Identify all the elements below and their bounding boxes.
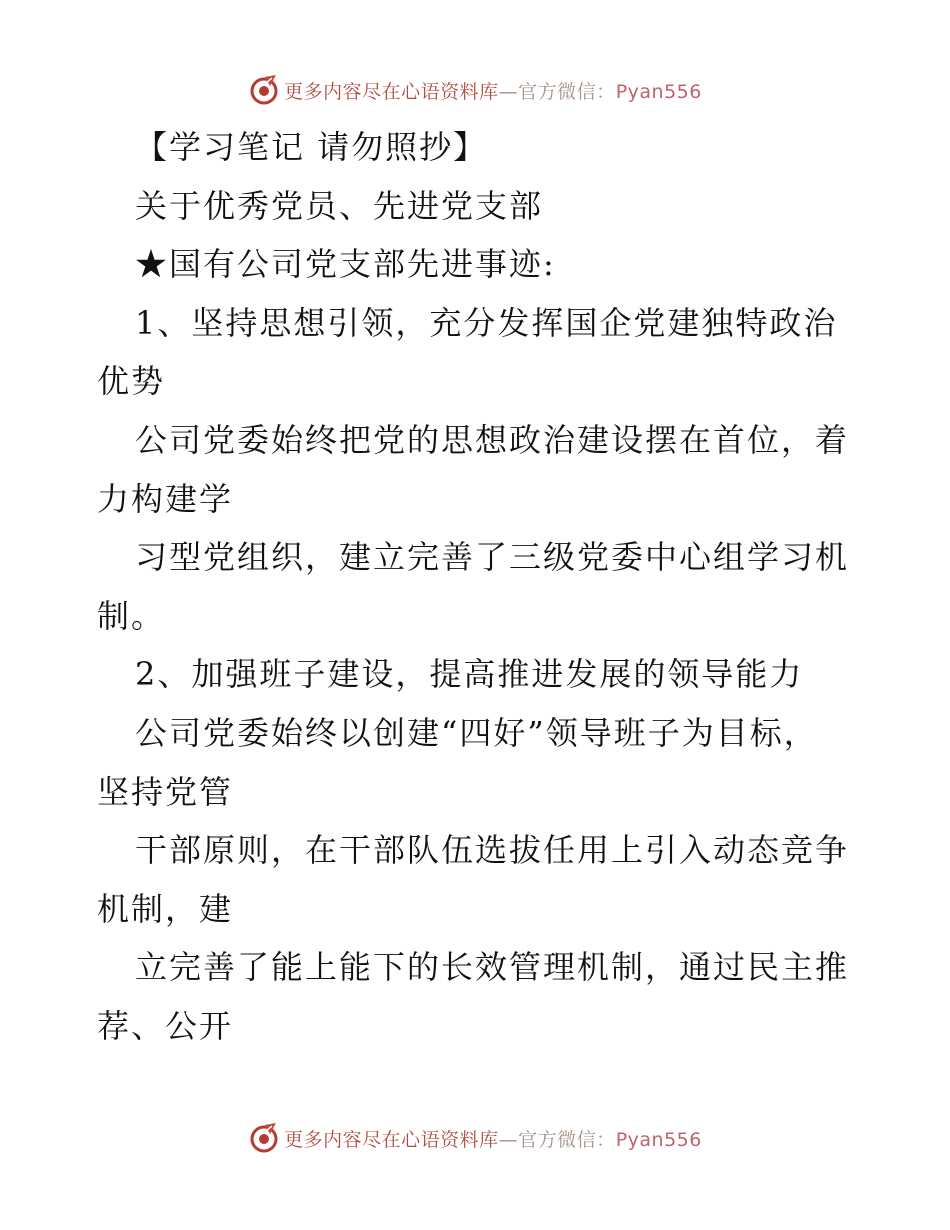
- watermark-text: 更多内容尽在心语资料库—官方微信：Pyan556: [284, 1128, 702, 1151]
- logo-icon: [248, 74, 280, 106]
- doc-line: 公司党委始终以创建“四好”领导班子为目标，: [135, 713, 818, 752]
- doc-heading-note: 【学习笔记 请勿照抄】: [135, 128, 488, 166]
- doc-line: 机制，建: [97, 889, 234, 928]
- doc-line: 力构建学: [97, 479, 234, 518]
- doc-line: 公司党委始终把党的思想政治建设摆在首位，着: [135, 420, 850, 459]
- doc-title: 关于优秀党员、先进党支部: [135, 186, 544, 225]
- doc-line: 优势: [97, 362, 166, 401]
- doc-line: 1、坚持思想引领，充分发挥国企党建独特政治: [135, 303, 838, 342]
- document-body: [97, 118, 857, 1056]
- doc-line: 干部原则，在干部队伍选拔任用上引入动态竞争: [135, 831, 850, 870]
- doc-line: 2、加强班子建设，提高推进发展的领导能力: [135, 655, 804, 694]
- header-watermark: [0, 70, 950, 110]
- watermark-text: 更多内容尽在心语资料库—官方微信：Pyan556: [284, 80, 702, 103]
- doc-line: 荐、公开: [97, 1006, 234, 1045]
- logo-icon: [248, 1122, 280, 1154]
- doc-section-title: ★国有公司党支部先进事迹:: [135, 245, 556, 284]
- doc-line: 立完善了能上能下的长效管理机制，通过民主推: [135, 948, 850, 987]
- doc-line: 习型党组织，建立完善了三级党委中心组学习机: [135, 538, 850, 577]
- doc-line: 制。: [97, 596, 166, 635]
- footer-watermark: [0, 1118, 950, 1158]
- doc-line: 坚持党管: [97, 772, 234, 811]
